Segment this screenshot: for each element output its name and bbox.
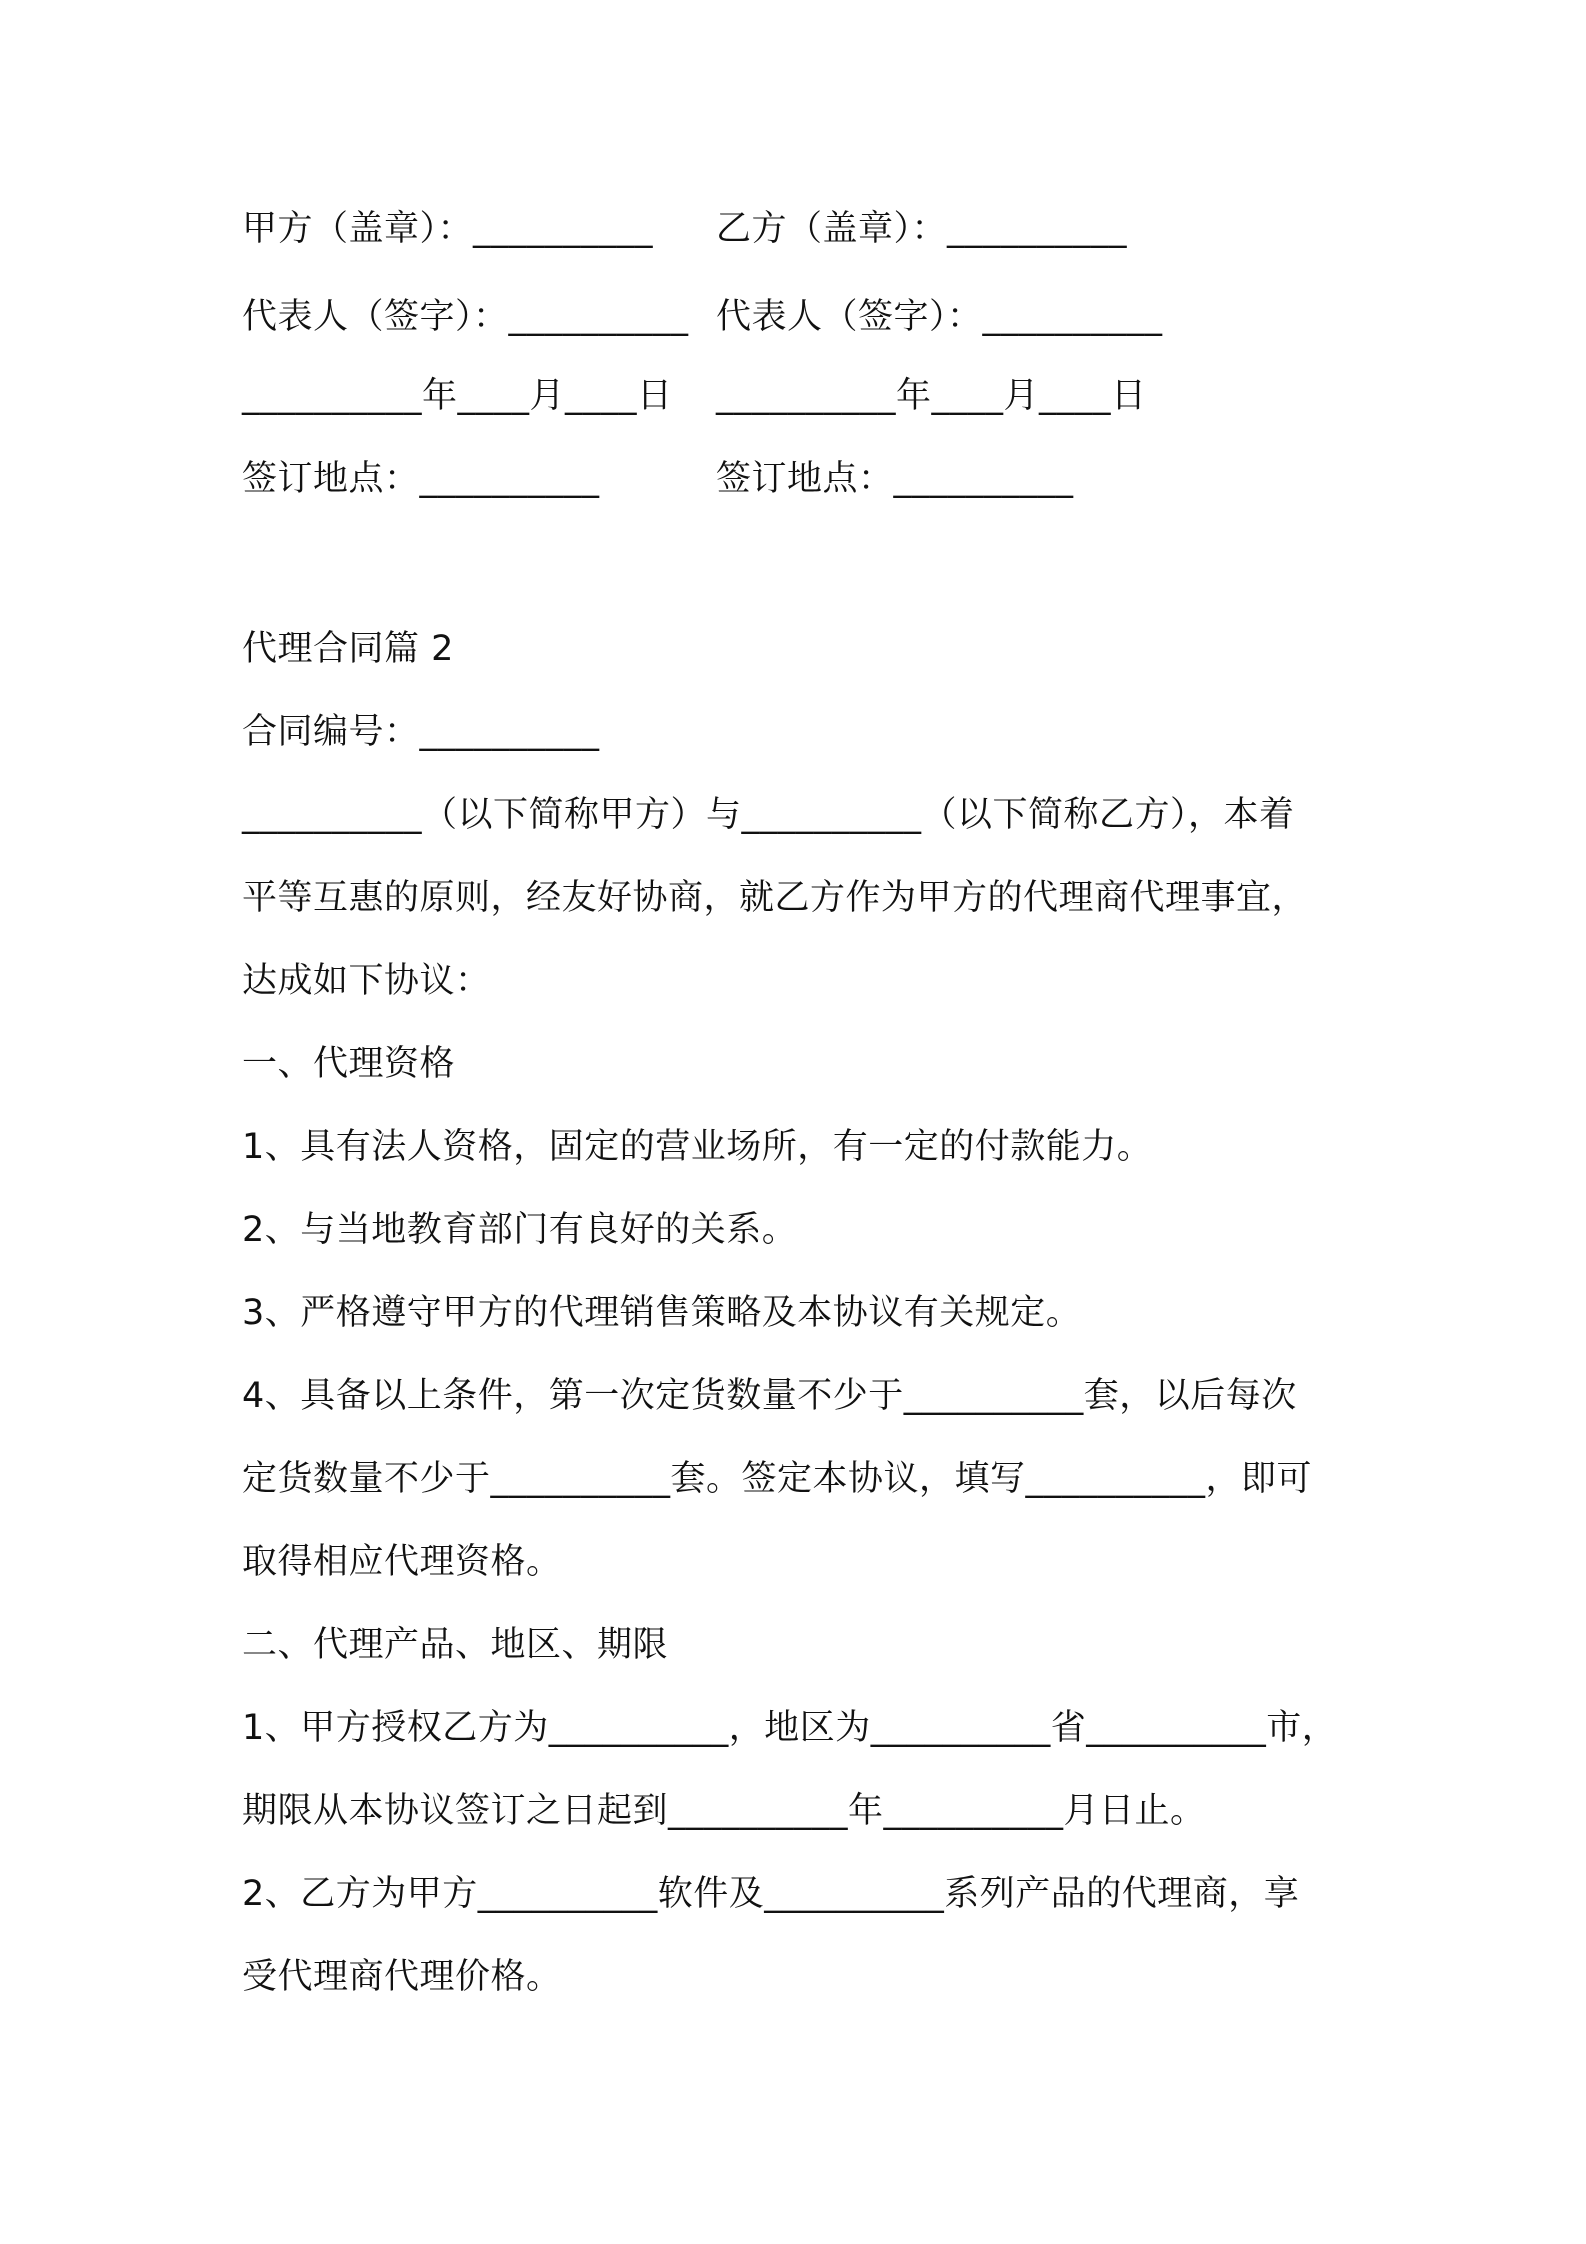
clause-line: 2、与当地教育部门有良好的关系。 [242, 1210, 798, 1250]
party-a-place-line: 签订地点：__________ [242, 459, 600, 499]
clause-line: 取得相应代理资格。 [242, 1542, 562, 1582]
clause-line: 1、具有法人资格，固定的营业场所，有一定的付款能力。 [242, 1127, 1153, 1167]
intro-paragraph-line: 平等互惠的原则，经友好协商，就乙方作为甲方的代理商代理事宜， [242, 878, 1308, 918]
party-b-place-line: 签订地点：__________ [716, 459, 1074, 499]
clause-line: 定货数量不少于__________套。签定本协议，填写__________，即可 [242, 1459, 1313, 1499]
section-heading: 二、代理产品、地区、期限 [242, 1625, 669, 1665]
clause-line: 3、严格遵守甲方的代理销售策略及本协议有关规定。 [242, 1293, 1082, 1333]
intro-paragraph-line: __________（以下简称甲方）与__________（以下简称乙方），本着 [242, 795, 1295, 835]
party-b-seal-line: 乙方（盖章）：__________ [716, 209, 1128, 249]
contract-number-line: 合同编号：__________ [242, 712, 600, 752]
clause-line: 1、甲方授权乙方为__________，地区为__________省__________市， [242, 1708, 1338, 1748]
clause-line: 期限从本协议签订之日起到__________年__________月日止。 [242, 1791, 1206, 1831]
party-b-date-line: __________年____月____日 [716, 376, 1147, 416]
section-heading: 一、代理资格 [242, 1044, 456, 1084]
contract-title: 代理合同篇 2 [242, 629, 454, 669]
clause-line: 4、具备以上条件，第一次定货数量不少于__________套，以后每次 [242, 1376, 1297, 1416]
clause-line: 2、乙方为甲方__________软件及__________系列产品的代理商，享 [242, 1874, 1300, 1914]
party-a-date-line: __________年____月____日 [242, 376, 673, 416]
intro-paragraph-line: 达成如下协议： [242, 961, 491, 1001]
clause-line: 受代理商代理价格。 [242, 1957, 562, 1997]
party-a-representative-line: 代表人（签字）：__________ [242, 297, 689, 337]
party-b-representative-line: 代表人（签字）：__________ [716, 297, 1163, 337]
party-a-seal-line: 甲方（盖章）：__________ [242, 209, 654, 249]
